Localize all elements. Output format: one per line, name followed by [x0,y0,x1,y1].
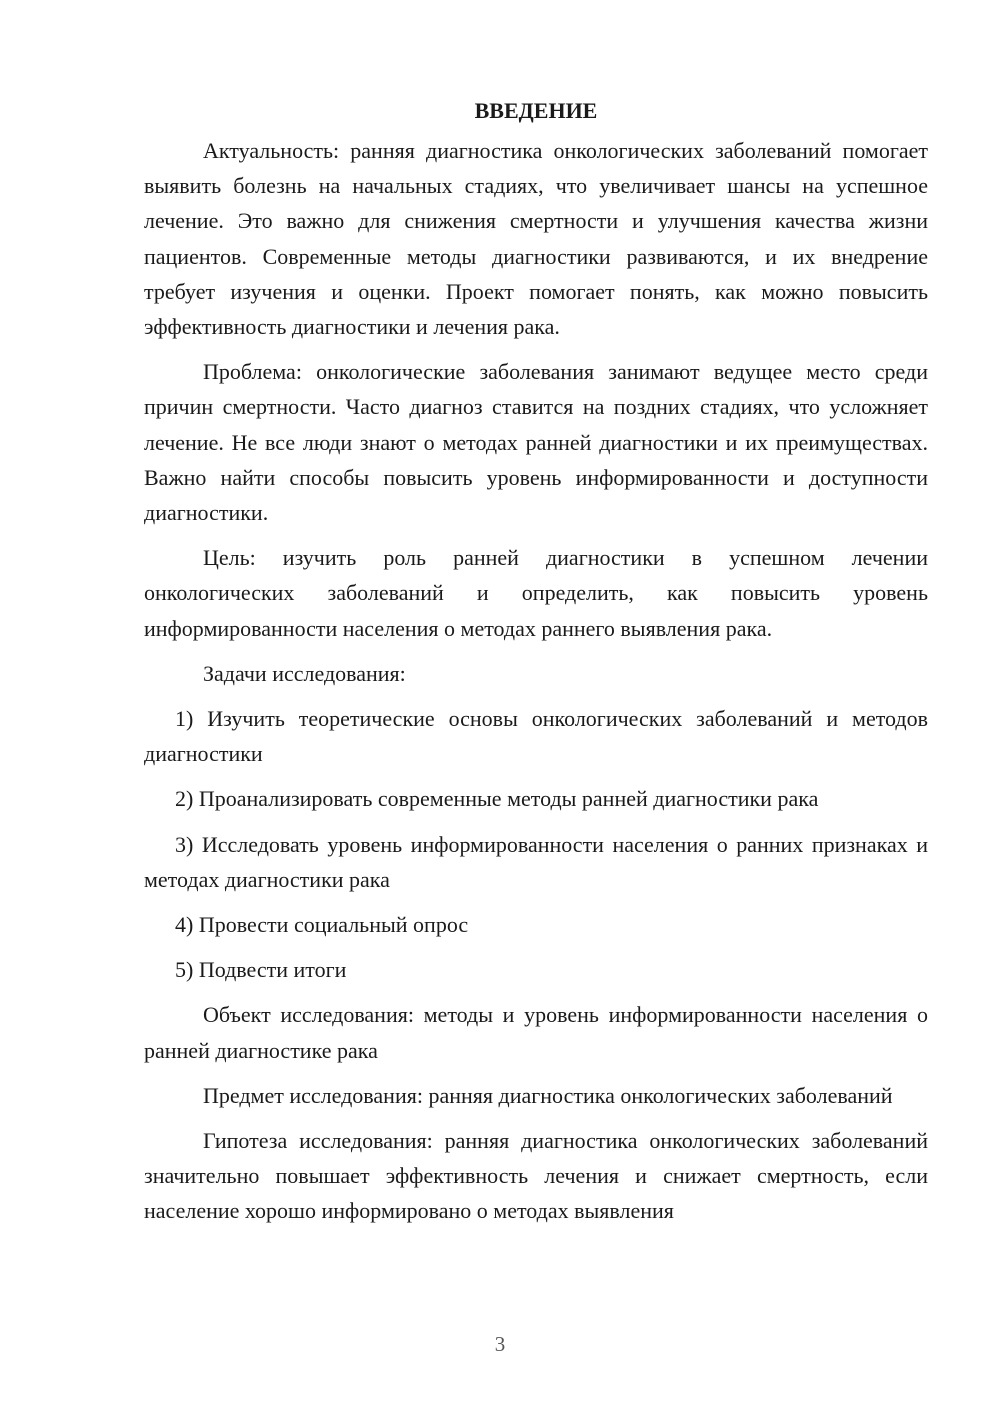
document-title: ВВЕДЕНИЕ [474,98,598,123]
paragraph-relevance: Актуальность: ранняя диагностика онкологических заболеваний помогает выявить болезнь на начальных стадиях, что увеличивает шансы на успешное лечение. Это важно для снижения смертности и улучшения качества жизни пациентов. Современные методы диагностики развиваются, и их внедрение требует изучения и оценки. Проект помогает понять, как можно повысить эффективность диагностики и лечения рака. [144,138,928,340]
task-item-4: 4) Провести социальный опрос [175,912,469,938]
task-item-3: 3) Исследовать уровень информированности населения о ранних признаках и методах диагностики рака [144,831,928,892]
page-number: 3 [494,1332,506,1356]
task-item-5: 5) Подвести итоги [175,957,347,983]
paragraph-tasks-heading: Задачи исследования: [203,660,406,686]
paragraph-subject: Предмет исследования: ранняя диагностика онкологических заболеваний [203,1082,893,1108]
paragraph-hypothesis: Гипотеза исследования: ранняя диагностика онкологических заболеваний значительно повышает эффективность лечения и снижает смертность, если население хорошо информировано о методах выявления [144,1128,928,1224]
task-item-1: 1) Изучить теоретические основы онкологических заболеваний и методов диагностики [144,706,928,767]
document-page [144,93,928,1239]
paragraph-goal: Цель: изучить роль ранней диагностики в успешном лечении онкологических заболеваний и определить, как повысить уровень информированности населения о методах раннего выявления рака. [144,545,928,641]
task-item-2: 2) Проанализировать современные методы ранней диагностики рака [175,786,819,812]
paragraph-problem: Проблема: онкологические заболевания занимают ведущее место среди причин смертности. Часто диагноз ставится на поздних стадиях, что усложняет лечение. Не все люди знают о методах ранней диагностики и их преимуществах. Важно найти способы повысить уровень информированности и доступности диагностики. [144,359,928,526]
paragraph-object: Объект исследования: методы и уровень информированности населения о ранней диагностике рака [144,1002,928,1063]
